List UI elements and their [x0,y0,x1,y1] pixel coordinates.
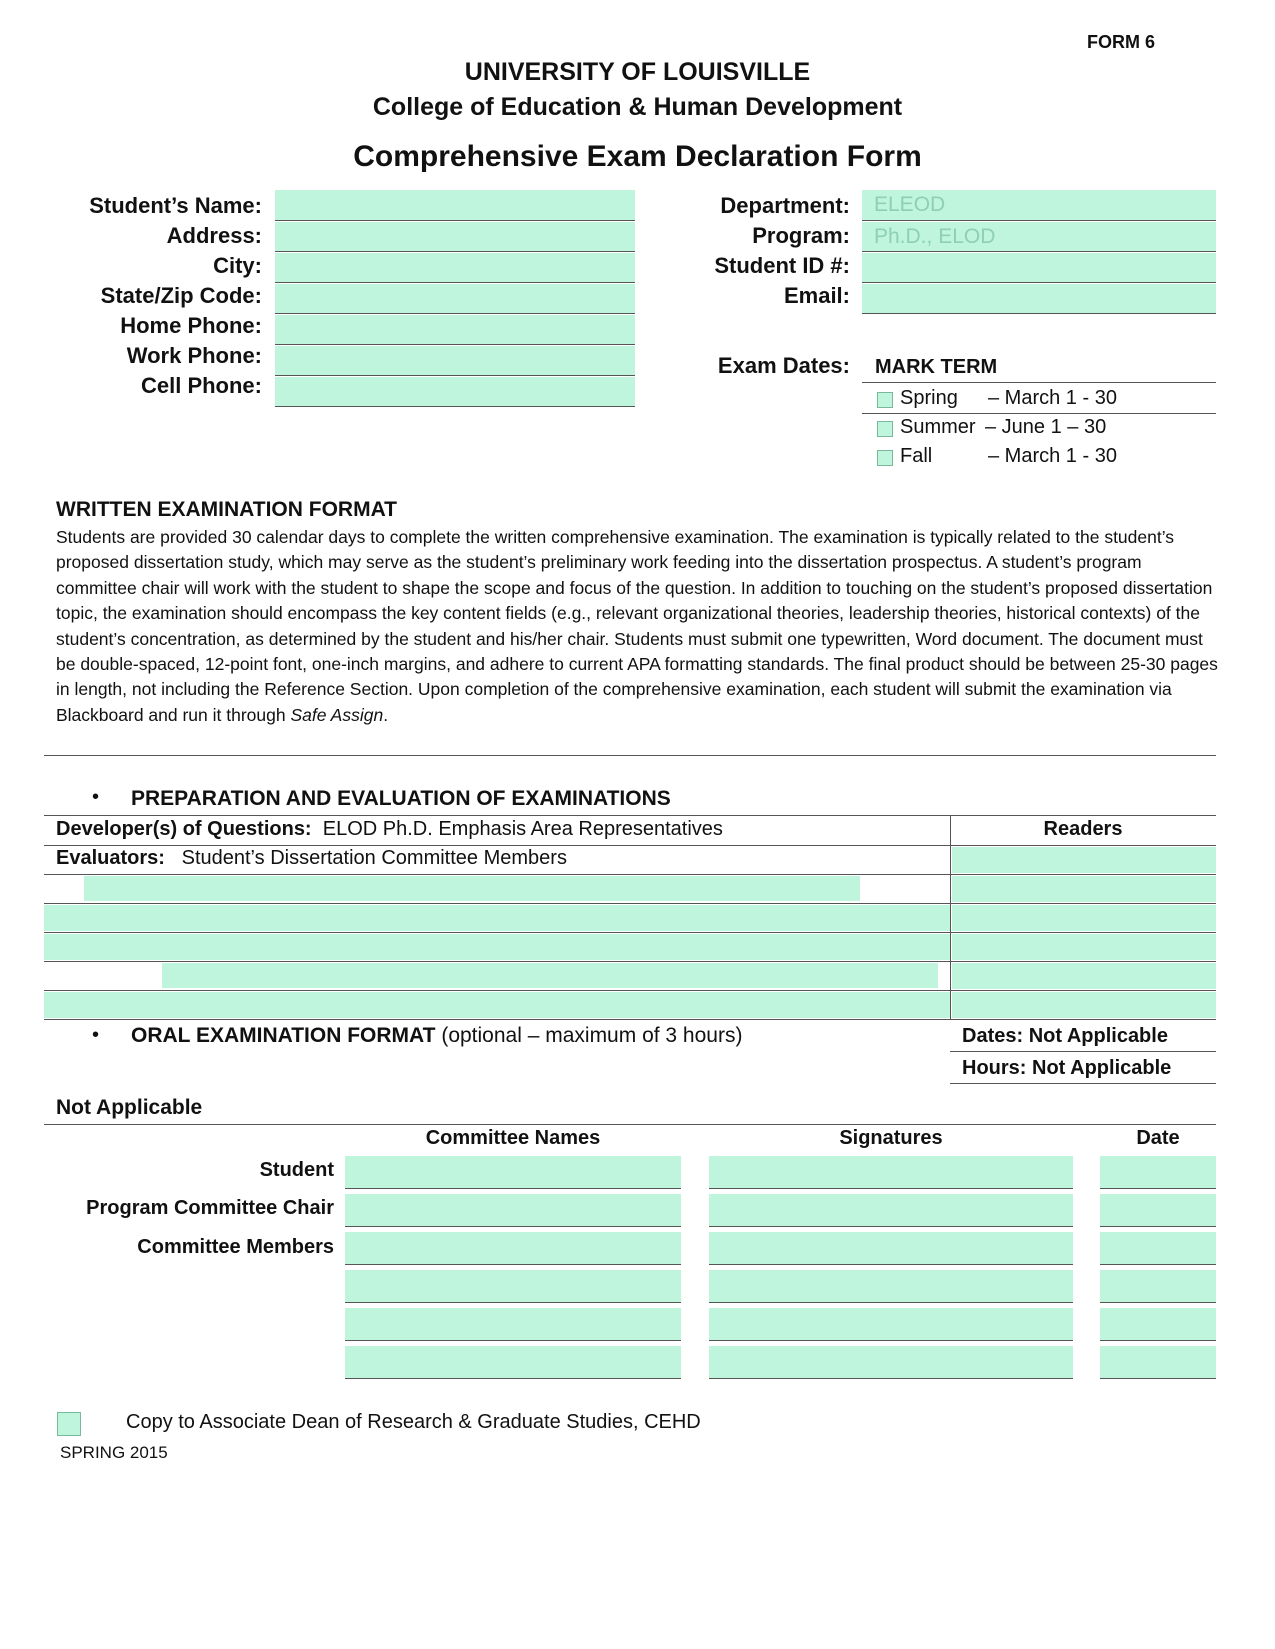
oral-heading: ORAL EXAMINATION FORMAT [131,1024,436,1047]
date-field-3[interactable] [1100,1232,1216,1265]
reader-field-5[interactable] [952,963,1216,989]
prep-rule-5 [44,961,1216,962]
signature-field-6[interactable] [709,1346,1073,1379]
oral-dates-rule [950,1051,1216,1052]
work-phone-field[interactable] [275,346,635,376]
program-field[interactable]: Ph.D., ELOD [862,222,1216,252]
date-field-6[interactable] [1100,1346,1216,1379]
signature-field-5[interactable] [709,1308,1073,1341]
spring-checkbox[interactable] [877,392,893,408]
university-name: UNIVERSITY OF LOUISVILLE [464,58,811,86]
state-zip-field[interactable] [275,284,635,314]
committee-name-field-5[interactable] [345,1308,681,1341]
student-id-field[interactable] [862,253,1216,283]
written-paragraph-text: Students are provided 30 calendar days to complete the written comprehensive examination. The examination is typically related to the student’s proposed dissertation study, which may serve as the student’s preliminary work feeding into the dissertation prospectus. A student’s program committee chair will work with the student to shape the scope and focus of the question. In addition to touching on the student’s proposed dissertation topic, the examination should encompass the key content fields (e.g., relevant organizational theories, leadership theories, historical contexts) of the student’s concentration, as determined by the student and his/her chair. Students must submit one typewritten, Word document. The document must be double-spaced, 12-point font, one-inch margins, and adhere to current APA formatting standards. The final product should be between 25-30 pages in length, not including the Reference Section. Upon completion of the comprehensive examination, each student will submit the examination via Blackboard and run it through [56,527,1218,725]
preparation-heading: PREPARATION AND EVALUATION OF EXAMINATIONS [131,787,671,810]
footer-term: SPRING 2015 [60,1443,168,1462]
spring-rule [862,413,1216,414]
city-field[interactable] [275,253,635,283]
work-phone-label: Work Phone: [126,343,262,368]
signatures-header: Signatures [839,1127,943,1149]
evaluator-field-2[interactable] [44,905,950,931]
reader-field-6[interactable] [952,992,1216,1018]
developer-row [56,818,723,841]
reader-field-4[interactable] [952,934,1216,960]
department-field[interactable]: ELEOD [862,190,1216,221]
evaluator-field-1[interactable] [84,876,860,901]
date-header: Date [1136,1127,1180,1149]
safe-assign-text: Safe Assign [290,704,384,725]
student-id-label: Student ID #: [714,253,850,278]
prep-rule-2 [44,874,1216,875]
reader-field-3[interactable] [952,905,1216,931]
home-phone-label: Home Phone: [120,313,262,338]
committee-name-field-1[interactable] [345,1156,681,1189]
members-sign-label: Committee Members [137,1236,334,1258]
evaluators-row [56,847,567,870]
prep-rule-3 [44,903,1216,904]
department-label: Department: [720,193,850,218]
cell-phone-label: Cell Phone: [140,373,262,398]
signature-field-3[interactable] [709,1232,1073,1265]
college-name: College of Education & Human Development [372,93,903,121]
summer-term-range: – June 1 – 30 [985,416,1107,438]
readers-header: Readers [1043,818,1123,840]
address-field[interactable] [275,222,635,252]
committee-name-field-4[interactable] [345,1270,681,1303]
evaluators-value: Student’s Dissertation Committee Members [181,847,567,869]
email-field[interactable] [862,284,1216,314]
signature-field-2[interactable] [709,1194,1073,1227]
reader-field-2[interactable] [952,876,1216,902]
reader-field-1[interactable] [952,847,1216,873]
developer-value: ELOD Ph.D. Emphasis Area Representatives [322,818,723,840]
chair-sign-label: Program Committee Chair [86,1197,334,1219]
summer-term-name: Summer [900,416,976,438]
committee-names-header: Committee Names [425,1127,601,1149]
prep-top-rule [44,815,1216,816]
spring-term-name: Spring [900,387,958,409]
mark-term-rule [862,382,1216,383]
committee-name-field-2[interactable] [345,1194,681,1227]
written-heading: WRITTEN EXAMINATION FORMAT [56,498,398,521]
prep-rule-4 [44,932,1216,933]
page-title: Comprehensive Exam Declaration Form [353,140,922,173]
email-label: Email: [783,283,850,308]
evaluators-label: Evaluators: [56,847,165,869]
fall-term-name: Fall [900,445,933,467]
readers-divider [950,815,951,1019]
signature-top-rule [44,1124,1216,1125]
prep-rule-6 [44,990,1216,991]
program-label: Program: [752,223,850,248]
student-name-label: Student’s Name: [89,193,262,218]
prep-rule-1 [44,845,1216,846]
student-name-field[interactable] [275,190,635,221]
copy-checkbox[interactable] [57,1412,81,1436]
date-field-1[interactable] [1100,1156,1216,1189]
spring-term-range: – March 1 - 30 [988,387,1117,409]
cell-phone-field[interactable] [275,377,635,407]
date-field-4[interactable] [1100,1270,1216,1303]
home-phone-field[interactable] [275,315,635,345]
oral-hours: Hours: Not Applicable [962,1057,1172,1079]
state-zip-label: State/Zip Code: [100,283,262,308]
preparation-bullet: • [92,786,100,808]
student-sign-label: Student [259,1159,334,1181]
form-number: FORM 6 [1086,32,1155,52]
signature-field-1[interactable] [709,1156,1073,1189]
oral-dates: Dates: Not Applicable [962,1025,1168,1047]
exam-dates-label: Exam Dates: [717,353,850,378]
oral-hours-rule [950,1083,1216,1084]
evaluator-field-4[interactable] [162,963,938,988]
written-paragraph [56,525,1218,728]
date-field-2[interactable] [1100,1194,1216,1227]
mark-term-label: MARK TERM [875,356,998,378]
fall-checkbox[interactable] [877,450,893,466]
developer-label: Developer(s) of Questions: [56,818,312,840]
summer-checkbox[interactable] [877,421,893,437]
date-field-5[interactable] [1100,1308,1216,1341]
address-label: Address: [166,223,262,248]
written-paragraph-end: . [383,704,389,725]
evaluator-field-3[interactable] [44,934,950,960]
city-label: City: [213,253,262,278]
fall-term-range: – March 1 - 30 [988,445,1117,467]
written-bottom-rule [44,755,1216,756]
committee-name-field-3[interactable] [345,1232,681,1265]
copy-text: Copy to Associate Dean of Research & Graduate Studies, CEHD [126,1411,701,1433]
not-applicable-label: Not Applicable [56,1096,203,1119]
prep-rule-7 [44,1019,1216,1020]
oral-note: (optional – maximum of 3 hours) [441,1024,743,1047]
oral-bullet: • [92,1024,100,1046]
oral-heading-row [131,1024,742,1048]
signature-field-4[interactable] [709,1270,1073,1303]
committee-name-field-6[interactable] [345,1346,681,1379]
evaluator-field-5[interactable] [44,992,950,1018]
